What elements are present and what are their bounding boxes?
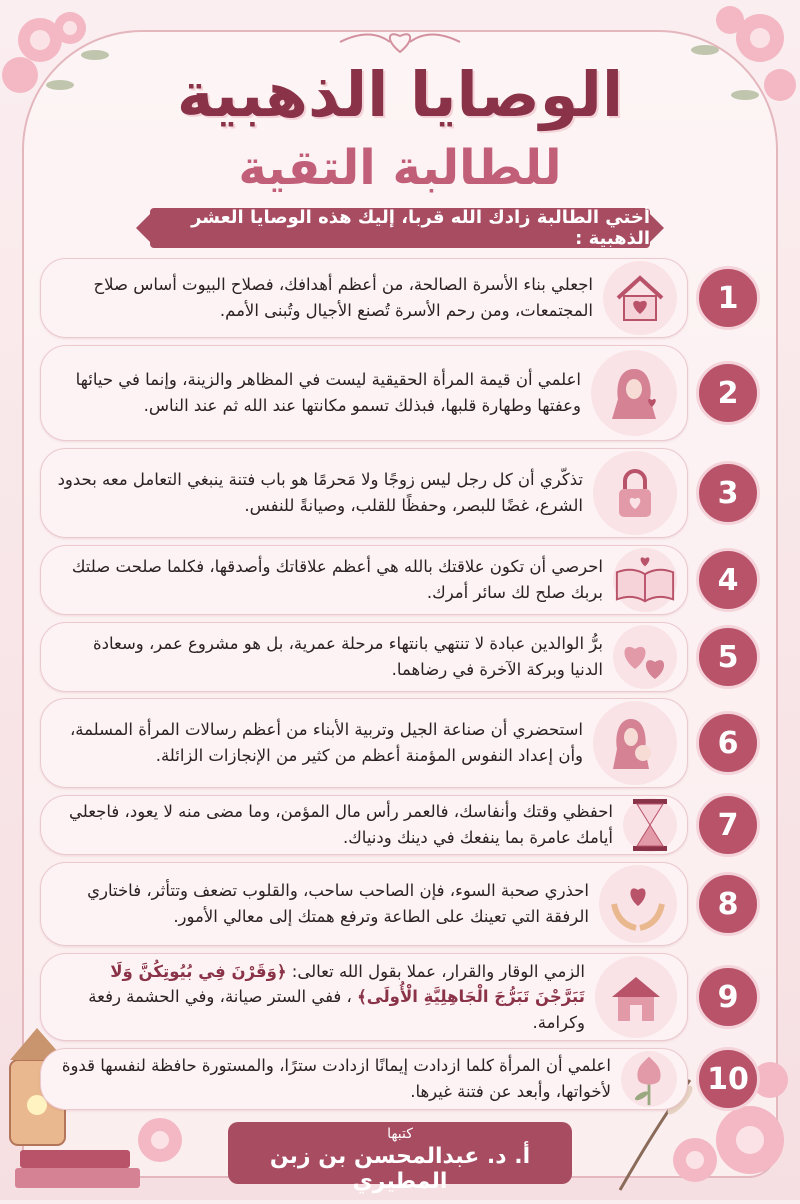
advice-card bbox=[40, 698, 688, 788]
advice-text: استحضري أن صناعة الجيل وتربية الأبناء من أعظم رسالات المرأة المسلمة، وأن إعداد النفوس المؤمنة أعظم من كثير من الإنجازات الزائلة. bbox=[69, 720, 583, 765]
advice-text: احرصي أن تكون علاقتك بالله هي أعظم علاقاتك وأصدقها، فكلما صلحت صلتك بربك صلح لك سائر أمرك. bbox=[71, 557, 603, 602]
hands-heart-icon bbox=[599, 865, 677, 943]
heart-ornament-icon bbox=[330, 22, 470, 62]
advice-card bbox=[40, 345, 688, 441]
author-footer bbox=[228, 1122, 572, 1194]
advice-text: برُّ الوالدين عبادة لا تنتهي بانتهاء مرحلة عمرية، بل هو مشروع عمر، وسعادة الدنيا وبركة الآخرة في رضاهما. bbox=[92, 634, 603, 679]
advice-text: تذكّري أن كل رجل ليس زوجًا ولا مَحرمًا هو باب فتنة ينبغي التعامل معه بحدود الشرع، غضًا للبصر، وحفظًا للقلب، وصيانةً للنفس. bbox=[57, 470, 583, 515]
advice-text: احذري صحبة السوء، فإن الصاحب ساحب، والقلوب تضعف وتتأثر، فاختاري الرفقة التي تعينك على الطاعة وترفع همتك إلى معالي الأمور. bbox=[87, 881, 589, 926]
tulip-icon bbox=[621, 1051, 677, 1107]
advice-text bbox=[55, 959, 585, 1036]
advice-number: 9 bbox=[696, 965, 760, 1029]
advice-number: 1 bbox=[696, 266, 760, 330]
advice-number: 5 bbox=[696, 625, 760, 689]
advice-card bbox=[40, 953, 688, 1041]
advice-item bbox=[40, 1048, 760, 1110]
written-by-label: كتبها bbox=[387, 1126, 413, 1142]
advice-number: 2 bbox=[696, 361, 760, 425]
advice-item bbox=[40, 622, 760, 692]
quran-verse: ﴿وَقَرْنَ فِي بُيُوتِكُنَّ وَلَا تَبَرَّجْنَ تَبَرُّجَ الْجَاهِلِيَّةِ الْأُولَى﴾ bbox=[110, 961, 585, 1007]
advice-card bbox=[40, 258, 688, 338]
advice-card bbox=[40, 1048, 688, 1110]
advice-number: 8 bbox=[696, 872, 760, 936]
advice-item bbox=[40, 862, 760, 946]
advice-text: احفظي وقتك وأنفاسك، فالعمر رأس مال المؤمن، وما مضى منه لا يعود، فاجعلي أيامك عامرة بما ينفعك في دينك ودنياك. bbox=[68, 802, 613, 847]
advice-card bbox=[40, 622, 688, 692]
advice-item bbox=[40, 545, 760, 615]
advice-card bbox=[40, 545, 688, 615]
advice-item bbox=[40, 258, 760, 338]
advice-number: 10 bbox=[696, 1047, 760, 1111]
advice-card bbox=[40, 795, 688, 855]
lock-heart-icon bbox=[593, 451, 677, 535]
advice-text: اجعلي بناء الأسرة الصالحة، من أعظم أهدافك، فصلاح البيوت أساس صلاح المجتمعات، ومن رحم الأسرة تُصنع الأجيال وتُبنى الأمم. bbox=[93, 275, 593, 320]
advice-number: 6 bbox=[696, 711, 760, 775]
page-title: الوصايا الذهبية bbox=[176, 58, 624, 131]
author-name: أ. د. عبدالمحسن بن زبن المطيري bbox=[269, 1144, 531, 1194]
advice-item bbox=[40, 448, 760, 538]
advice-text: اعلمي أن المرأة كلما ازدادت إيمانًا ازدادت سترًا، والمستورة حافظة لنفسها قدوة لأخواتها، وأبعد عن فتنة غيرها. bbox=[61, 1056, 611, 1101]
house-heart-icon bbox=[603, 261, 677, 335]
advice-number: 4 bbox=[696, 548, 760, 612]
open-book-icon bbox=[613, 548, 677, 612]
advice-number: 3 bbox=[696, 461, 760, 525]
intro-banner: أختي الطالبة زادك الله قربا، إليك هذه الوصايا العشر الذهبية : bbox=[150, 208, 650, 248]
advice-item bbox=[40, 953, 760, 1041]
advice-card bbox=[40, 448, 688, 538]
hijab-woman-icon bbox=[591, 350, 677, 436]
advice-text-intro: الزمي الوقار والقرار، عملا بقول الله تعالى: bbox=[286, 961, 585, 981]
flower-decoration-bottom-right bbox=[600, 1020, 800, 1200]
advice-item bbox=[40, 795, 760, 855]
mother-child-icon bbox=[593, 701, 677, 785]
advice-number: 7 bbox=[696, 793, 760, 857]
advice-text-outro: ، ففي الستر صيانة، وفي الحشمة رفعة وكرامة. bbox=[88, 987, 585, 1032]
advice-item bbox=[40, 698, 760, 788]
page-subtitle: للطالبة التقية bbox=[238, 140, 562, 196]
flower-icon bbox=[600, 1020, 800, 1200]
two-hearts-icon bbox=[613, 625, 677, 689]
hourglass-icon bbox=[623, 798, 677, 852]
advice-card bbox=[40, 862, 688, 946]
home-icon bbox=[595, 956, 677, 1038]
advice-text: اعلمي أن قيمة المرأة الحقيقية ليست في المظاهر والزينة، وإنما في حيائها وعفتها وطهارة قلبها، فبذلك تسمو مكانتها عند الله ثم عند الناس. bbox=[75, 370, 581, 415]
advice-item bbox=[40, 345, 760, 441]
